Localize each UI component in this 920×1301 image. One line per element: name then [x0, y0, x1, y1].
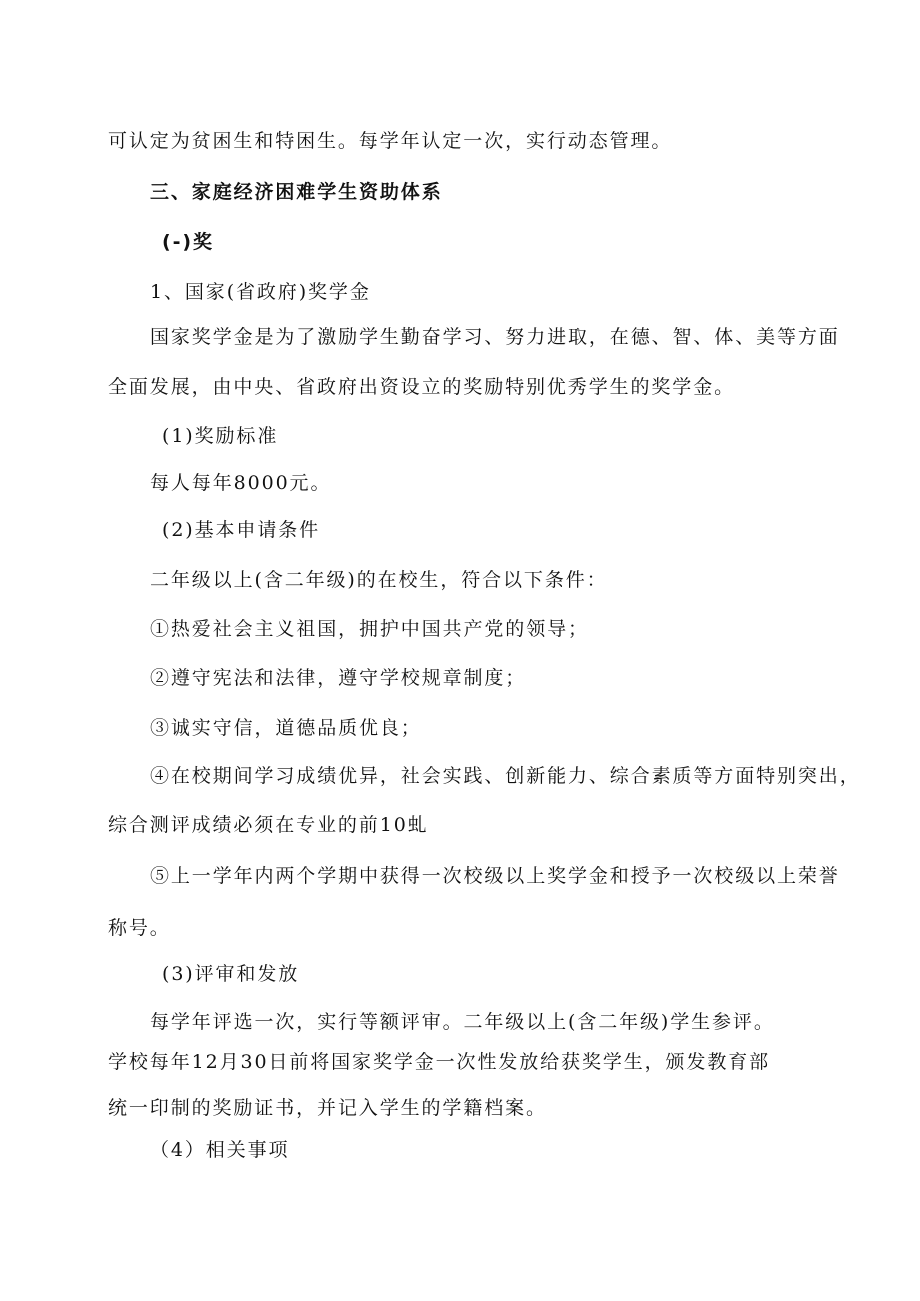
list-item: ⑤上一学年内两个学期中获得一次校级以上奖学金和授予一次校级以上荣誉	[150, 865, 840, 887]
paragraph-line: 综合测评成绩必须在专业的前10虬	[108, 814, 429, 836]
paragraph-line: 全面发展，由中央、省政府出资设立的奖励特别优秀学生的奖学金。	[108, 376, 736, 398]
subitem-heading: (1)奖励标准	[162, 425, 279, 447]
list-item: ③诚实守信，道德品质优良；	[150, 717, 422, 739]
subitem-heading: (2)基本申请条件	[162, 519, 321, 541]
list-item: ②遵守宪法和法律，遵守学校规章制度；	[150, 667, 527, 689]
list-item: ④在校期间学习成绩优异，社会实践、创新能力、综合素质等方面特别突出，	[150, 765, 861, 787]
paragraph-line: 学校每年12月30日前将国家奖学金一次性发放给获奖学生，颁发教育部	[108, 1051, 771, 1073]
paragraph-line: 每人每年8000元。	[150, 472, 332, 494]
subitem-heading: (3)评审和发放	[162, 963, 300, 985]
paragraph-line: 二年级以上(含二年级)的在校生，符合以下条件：	[150, 569, 608, 591]
item-heading: 1、国家(省政府)奖学金	[150, 281, 371, 303]
subitem-heading: （4）相关事项	[150, 1139, 290, 1161]
list-item: ①热爱社会主义祖国，拥护中国共产党的领导；	[150, 618, 589, 640]
subsection-heading: (-)奖	[162, 231, 214, 253]
paragraph-line: 称号。	[108, 917, 171, 939]
section-heading: 三、家庭经济困难学生资助体系	[150, 181, 443, 203]
paragraph-line: 国家奖学金是为了激励学生勤奋学习、努力进取，在德、智、体、美等方面	[150, 326, 840, 348]
paragraph-line: 每学年评选一次，实行等额评审。二年级以上(含二年级)学生参评。	[150, 1011, 775, 1033]
paragraph-line: 统一印制的奖励证书，并记入学生的学籍档案。	[108, 1097, 547, 1119]
paragraph-line: 可认定为贫困生和特困生。每学年认定一次，实行动态管理。	[108, 130, 673, 152]
